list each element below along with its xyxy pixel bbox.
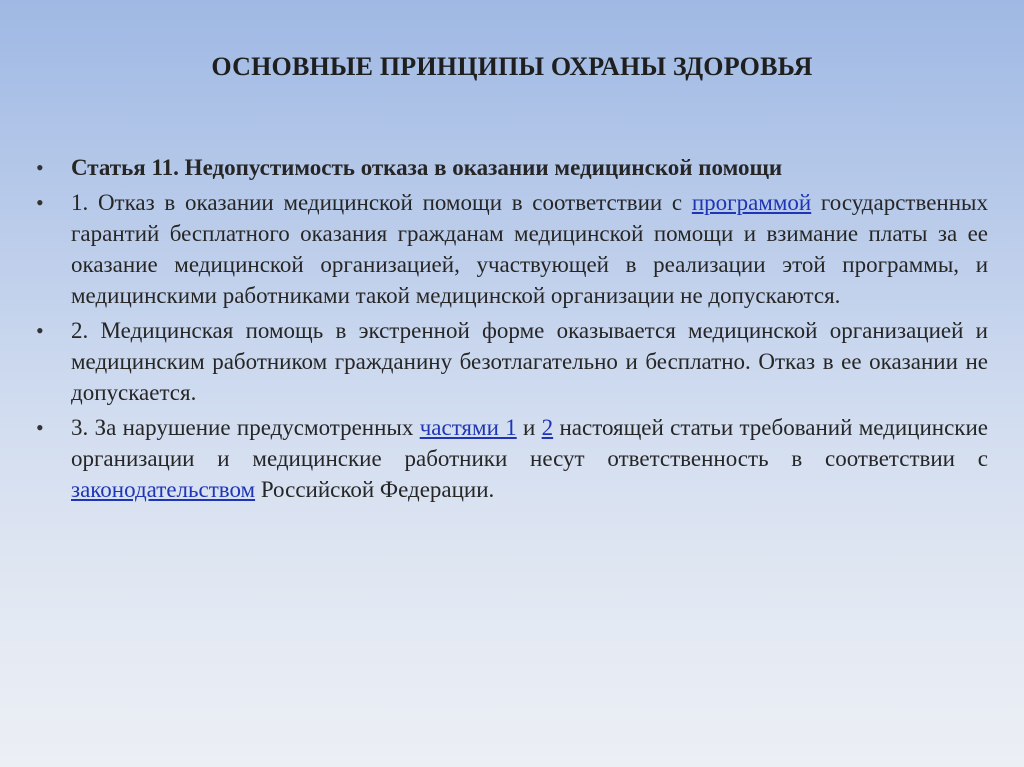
bullet-item-2 [36,315,988,408]
bullet-icon: • [36,318,44,343]
paragraph-2: 2. Медицинская помощь в экстренной форме оказывается медицинской организацией и медицинским работником гражданину безотлагательно и бесплатно. Отказ в ее оказании не допускается. [71,318,988,405]
paragraph-3-text-start: 3. За нарушение предусмотренных [71,415,420,440]
bullet-icon: • [36,155,44,180]
bullet-item-1 [36,187,988,311]
article-heading: Статья 11. Недопустимость отказа в оказании медицинской помощи [71,155,783,180]
bullet-item-3 [36,412,988,505]
part-2-link[interactable]: 2 [541,415,554,440]
paragraph-3 [71,412,988,505]
program-link[interactable]: программой [691,190,812,215]
paragraph-1 [71,187,988,311]
parts-1-link[interactable]: частями 1 [419,415,517,440]
bullet-icon: • [36,190,44,215]
bullet-icon: • [36,415,44,440]
slide-content [36,152,988,509]
paragraph-3-text-end: Российской Федерации. [255,477,495,502]
slide-title: ОСНОВНЫЕ ПРИНЦИПЫ ОХРАНЫ ЗДОРОВЬЯ [211,52,813,81]
paragraph-1-text-start: 1. Отказ в оказании медицинской помощи в соответствии с [71,190,692,215]
bullet-item-article [36,152,988,183]
paragraph-3-conjunction: и [516,415,542,440]
paragraph-1-text-end: государственных гарантий бесплатного оказания гражданам медицинской помощи и взимание платы за ее оказание медицинской организацией, участвующей в реализации этой программы, и медицинскими работниками такой медицинской организации не допускаются. [71,190,988,308]
legislation-link[interactable]: законодательством [71,477,256,502]
paragraph-3-text-middle: настоящей статьи требований медицинские организации и медицинские работники несут ответственность в соответствии с [71,415,988,471]
